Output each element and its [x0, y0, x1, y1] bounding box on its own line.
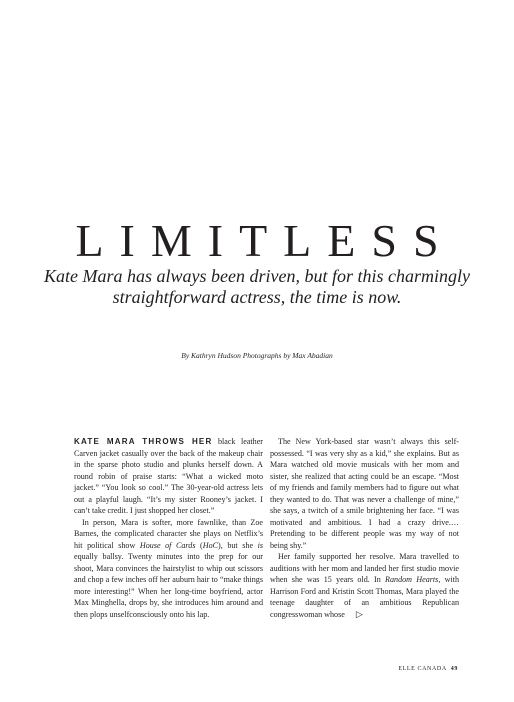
body-text: Her family supported her resolve. Mara travelled to auditions with her mom and landed her first studio movie when she was 15 years old. In — [270, 552, 459, 584]
show-abbreviation: HoC — [202, 540, 219, 550]
body-paragraph — [74, 517, 263, 621]
body-column-right — [270, 436, 459, 620]
body-text: In person, Mara is softer, more fawnlike, than Zoe Barnes, the complicated character she plays on Netflix’s hit political show — [74, 517, 263, 550]
body-paragraph — [74, 436, 263, 517]
magazine-name: ELLE CANADA — [398, 666, 447, 672]
body-text: equally ballsy. Twenty minutes into the prep for our shoot, Mara convinces the hairstylist to whip out scissors and chop a few inches off her auburn hair to “make things more interesting!” When her long-time boyfriend, actor Max Minghella, drops by, she introduces him around and then plops unselfconsciously onto his lap. — [74, 552, 263, 619]
emphasis: is — [257, 540, 264, 550]
body-text: , with Harrison Ford and Kristin Scott Thomas, Mara played the teenage daughter of an ambitious Republican congresswoman whose — [270, 575, 459, 619]
body-text: black leather Carven jacket casually over the back of the makeup chair in the sparse photo studio and plunks herself down. A round robin of praise starts: “What a wicked moto jacket.” “You look so cool.” The 30-year-old actress lets out a playful laugh. “It’s my sister Rooney’s jacket. I can’t take credit. I just shopped her closet.” — [74, 437, 263, 515]
body-text: ( — [195, 540, 203, 550]
body-paragraph — [270, 551, 459, 620]
page-folio — [398, 665, 458, 673]
article-dek: Kate Mara has always been driven, but for this charmingly straightforward actress, the time is now. — [44, 266, 470, 307]
show-title: House of Cards — [139, 540, 196, 550]
body-text: ), but she — [218, 540, 258, 550]
article-byline: By Kathryn Hudson Photographs by Max Abadian — [181, 351, 333, 360]
lead-in: KATE MARA THROWS HER — [74, 437, 213, 446]
continue-arrow-icon: ▷ — [355, 608, 363, 619]
page-number: 49 — [450, 666, 458, 672]
body-paragraph: The New York-based star wasn’t always this self-possessed. “I was very shy as a kid,” she explains. But as Mara watched old movie musicals with her mom and sister, she realized that acting could be an escape. “Most of my friends and family members had to figure out what they wanted to do. That was never a challenge of mine,” she says, a twitch of a smile brightening her face. “I was motivated and ambitious. I had a crazy drive.… Pretending to be different people was my way of not being shy.” — [270, 437, 459, 550]
body-column-left — [74, 436, 263, 620]
movie-title: Random Hearts — [385, 575, 439, 584]
article-headline: LIMITLESS — [75, 215, 455, 266]
